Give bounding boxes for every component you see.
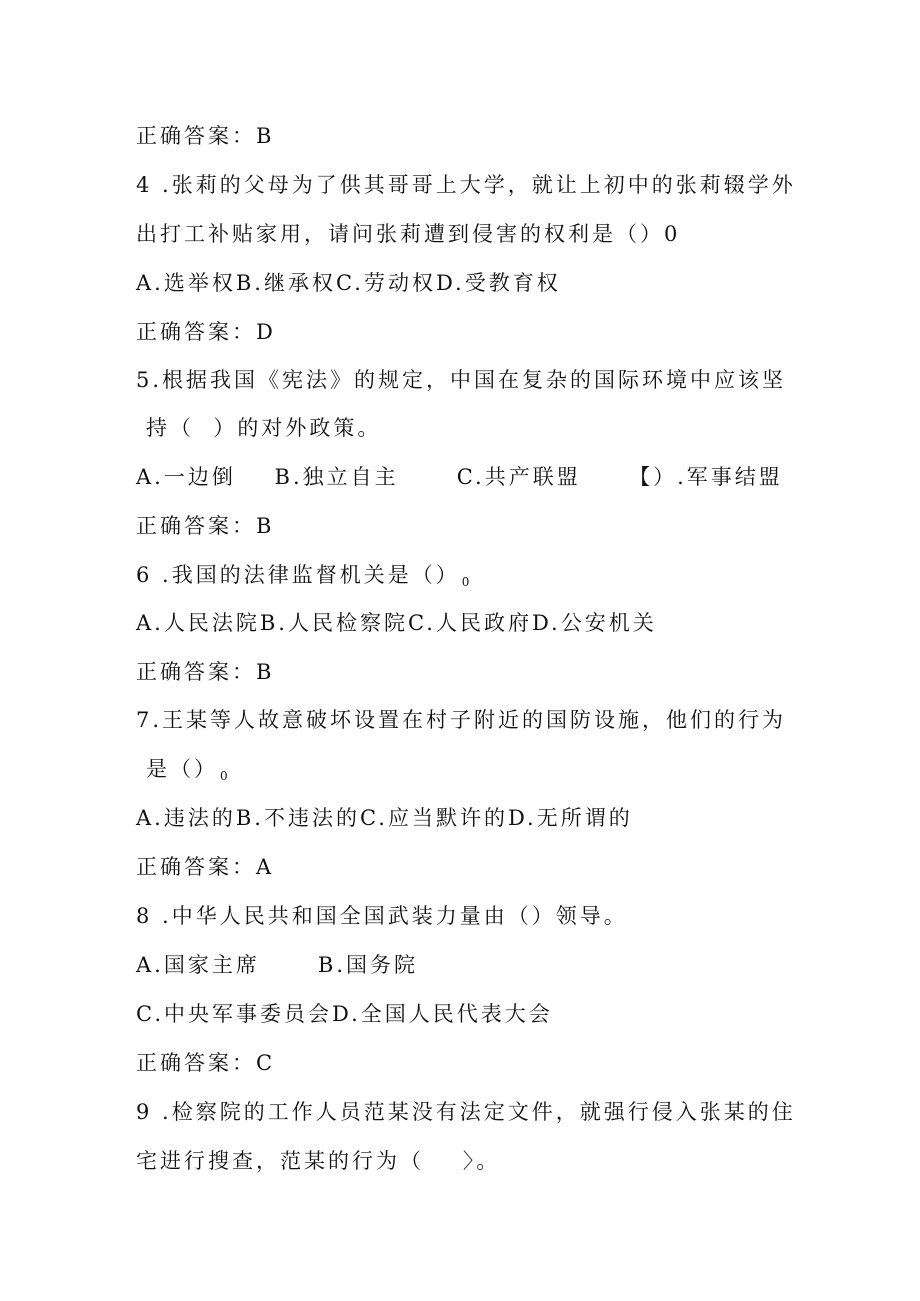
question-6-options: A.人民法院B.人民检察院C.人民政府D.公安机关 — [136, 611, 657, 635]
answer-q7: 正确答案：A — [136, 855, 275, 879]
question-7-line-2 — [146, 755, 228, 790]
answer-q4: 正确答案：D — [136, 320, 276, 344]
question-7-text: 是（） — [146, 757, 218, 781]
question-6-text: 6 .我国的法律监督机关是（） — [136, 563, 460, 587]
answer-q6: 正确答案：B — [136, 660, 275, 684]
question-4-line-1: 4 .张莉的父母为了供其哥哥上大学，就让上初中的张莉辍学外 — [136, 173, 796, 197]
question-7-line-1: 7.王某等人故意破坏设置在村子附近的国防设施，他们的行为 — [136, 708, 787, 732]
question-7-options: A.违法的B.不违法的C.应当默许的D.无所谓的 — [136, 806, 633, 830]
answer-q3: 正确答案：B — [136, 124, 275, 148]
answer-q8: 正确答案：C — [136, 1051, 276, 1075]
question-9-line-1: 9 .检察院的工作人员范某没有法定文件，就强行侵入张某的住 — [136, 1100, 796, 1124]
question-8-options-1: A.国家主席 B.国务院 — [136, 953, 418, 977]
answer-q5: 正确答案：B — [136, 514, 275, 538]
question-5-line-1: 5.根据我国《宪法》的规定，中国在复杂的国际环境中应该坚 — [136, 368, 787, 392]
question-8: 8 .中华人民共和国全国武装力量由（）领导。 — [136, 904, 628, 928]
question-5-options: A.一边倒 B.独立自主 C.共产联盟 【）.军事结盟 — [136, 465, 783, 489]
question-9-line-2: 宅进行搜查，范某的行为（ 〉。 — [136, 1149, 501, 1173]
question-8-options-2: C.中央军事委员会D.全国人民代表大会 — [136, 1002, 553, 1026]
question-5-line-2: 持（ ）的对外政策。 — [146, 416, 382, 440]
question-4-line-2: 出打工补贴家用，请问张莉遭到侵害的权利是（）0 — [136, 222, 681, 246]
question-7-subscript: 0 — [220, 769, 228, 783]
question-6 — [136, 561, 469, 596]
question-6-subscript: 0 — [461, 575, 470, 589]
question-4-options: A.选举权B.继承权C.劳动权D.受教育权 — [136, 271, 561, 295]
